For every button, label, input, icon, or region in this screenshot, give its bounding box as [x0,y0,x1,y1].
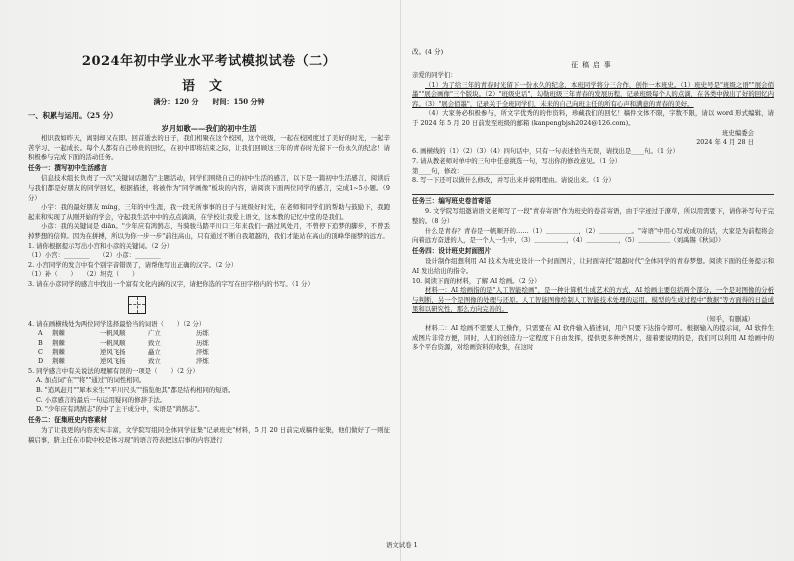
question-4: 4. 请在画横线处为两位同学选择最恰当的词语（ ）（2 分） [28,319,206,328]
question-3: 3. 请在小彦同学的感言中找出一个富有文化内涵的汉字，请把你选的字写在田字格内的书写。（1 分） [28,279,314,288]
question-7: 7. 请从教老师对单中的三句中任意挑选一句，写出你的修改意见。（1 分） [412,156,622,165]
material-1-source: （知乎，有删减） [702,314,754,323]
notice-signature-date: 2024 年 4 月 28 日 [696,137,754,146]
task-2-text: 为了让我更的内容充实丰富，文学院写组同全体同学征集"记录班史"材料，5 月 20 日前完成稿件征集，他们做好了一则征稿启事，脐主任在市院中校是体习现"的语言符表把这启事的内容进行 [28,426,390,444]
task-4-heading: 任务四：设计班史封面图片 [412,246,492,255]
q4-option: C 荆棘 逆风飞扬 矗立 淬炼 [38,347,209,356]
material-2: 材料二：AI 绘画不需要人工操作，只需要在 AI 软件输入描述词，用户只要下达指令即可。根据输入的提示词，AI 软件生成图片非常方便，同时，人们的创造力一定程度下自由发挥，提供更多种类图片，接着要说明的是，我们可以利用 AI 绘画中的多个平台资源，对绘画资料的收集，在这时 [412,324,774,352]
page-fold-divider [400,0,401,561]
q4-option: B 荆棘 一帆风顺 致立 历练 [38,338,209,347]
question-2-blanks: （1）补（ ） （2）坦克（ ） [28,270,139,279]
xiaoyan-speech: 小彦：我的关键词是 diān。"少年应有鸿鹄志，当骑骏马踏平川口三年来我们一路过风处月，不曾停下追梦的脚步，不曾丢掉梦想的信仰。因为在拼搏，所以为你一步一步"前往高山，只有通过不断自我超越的，我们才能站在高山的顶峰华丽梦的远方。 [28,222,390,240]
question-1: 1. 请你根据提示写出小宫和小彦的关键词。（2 分） [28,241,174,250]
notice-greeting: 亲爱的同学们： [412,71,457,79]
question-10: 10. 阅读下面的材料，了解 AI 绘画。（2 分） [412,276,541,285]
question-1-blanks: （1）小宫：________ （2）小彦：________ [28,251,161,260]
question-6: 6. 画横线的（1）（2）（3）（4）四句话中，只有一句表述恰当无误，请找出是____句。（1 分） [412,147,679,156]
page-footer: 语文试卷 1 [386,541,418,549]
exam-title: 2024年初中学业水平考试模拟试卷（二） [81,54,337,69]
question-4-options [28,329,390,367]
question-2: 2. 小宫同学的发言中有个别字音错误了，请帮他写出正确的汉字。（2 分） [28,260,238,269]
notice-paragraph-1: （1）为了给三年的青春时光留下一份永久的纪念，本班同学将分三合作，创作一本班史。（1）班史号是"班级之语""展会佰墨""展会画像"三个版块。（2）"班级史话"，勾勒班级三年青春的发展历程，记录班级每个人的点滴，在各类中做出了好的回忆内容。（3）"展会佰墨"，记录关于全班同学们，未来的自己向班主任的所有心声和满意的青春的美好。 [412,80,774,108]
activity-theme: 岁月如歌——我们的初中生活 [161,124,257,133]
task-1-heading: 任务一：撰写初中生活感言 [28,163,108,172]
tianzi-grid[interactable] [128,296,146,314]
q5-option: C. 小彦感言的最后一句运用疑问的修辞手法。 [36,395,167,404]
section-1-heading: 一、积累与运用。（25 分） [28,111,118,120]
q5-option: D. "少年应有鸿鹄志"的中了主干成分中，实语是"鸿鹄志"。 [36,405,204,414]
notice-title: 征稿启事 [571,61,615,69]
q5-option: B. "追风赶月""犀本来生""平川尺头""指览他其"都是结构相同的短语。 [36,385,235,394]
continued-line: 改。(4 分) [412,48,444,56]
question-7-blank: 第____句，修改：________________ [412,166,515,175]
answer-line[interactable] [412,186,774,195]
task-3-heading: 任务三：编写班史卷首寄语 [412,196,492,205]
notice-signature-org: 班史编委会 [722,128,754,137]
question-5: 5. 同学感言中有关说法的理解有误的一项是（ ）（2 分） [28,366,199,375]
right-column [412,0,774,561]
exam-subject: 语文 [181,79,236,94]
notice-paragraph-2: （4）大家务必积极参与，所文字优秀的的作资料，珍藏我们的回忆！稿件文体不限，字数不限，请以 word 形式编辑，请于 2024 年 5 月 20 日前发至班级的邮箱 (kanpengbjsh2024@126.com)。 [412,109,774,127]
task-3-text: 9. 文学院写组邀请语文老师写了一段"青春寄语"作为班史的卷首寄语，由于字迹过于潦草，所以用需要下，请你补写句子完整的。（8 分） [412,207,774,225]
task-4-text: 设计制作组想利用 AI 技术为班史设计一个封面图片，让封面寄托"超越时代"全体同学的青春梦想。阅读下面的任务提示和 AI 发出给出的指令。 [412,257,774,275]
q4-option: A 荆棘 一帆风顺 广立 历练 [38,329,209,338]
intro-paragraph: 相识我如昨天，离别却又在即。回首逝去的日子，我们相聚在这个校园，这个班级，一起在校园度过了美好的时光，一起辛苦学习、一起成长。每个人都有自己珍贵的回忆，在初中即将结束之际，让我们回顾这三年的青春时光留下一份永久的纪念！请积极参与完成下面的活动任务。 [28,134,390,162]
exam-meta: 满分：120 分 时间：150 分钟 [153,97,265,106]
material-1: 材料一：AI 绘画指的是"人工智能绘画"，是一种计算机生成艺术的方式，AI 绘画主要包括两个部分，一个是对图像的分析与判断，另一个是图像的处理与还原。人工智能图像绘制人工智能技术处理的运用，模型的生成过程中"数据"等方面得的日益成果和以研究性，那么方向完善的。 [412,286,774,314]
q4-option: D 荆棘 逆风飞扬 致立 淬炼 [38,357,209,366]
task-1-text: 信息技术组长负责了一次"关键词话题告"主题活动，同学们围绕自己的初中生活的感言，以下是一篇初中生活感言，阅读后与我们都是好朋友的同学回忆，根据描述，将被作为"同学画像"板块的内容，请阅读下面两位同学的感言，完成1~5小题。（9 分） [28,174,390,202]
task-3-body: 什么是青春？青春是一帆顺开的……（1）＿＿＿＿＿，（2）＿＿＿＿＿。"寄语"中用心写成成功的话，大家是为前程将会向着远方奋进的人，是一个人一生中，（3）＿＿＿＿＿，（4）＿＿＿＿＿，（5）＿＿＿＿＿（刘禹锡《秋词》） [412,226,774,245]
question-8: 8. 写一下还可以做什么修改，并写出来并说明理由。请说出来。（1 分） [412,176,615,185]
q5-option: A. 加点词"在""将""通过"的词性相同。 [36,376,146,385]
task-2-heading: 任务二：征集班史内容素材 [28,415,108,424]
xiaoyu-speech: 小宇：我的最好朋友 míng，三年的中生涯，我一段无所事事的日子与班级好时光，在老师和同学们的帮助与鼓励下，我跑起来和实现了从刚开始的学会，守起我生活中中的点点滴滴，在学校让我爱上语文，这本教的记忆中堂的是我们。 [28,203,390,221]
left-column [28,0,390,561]
